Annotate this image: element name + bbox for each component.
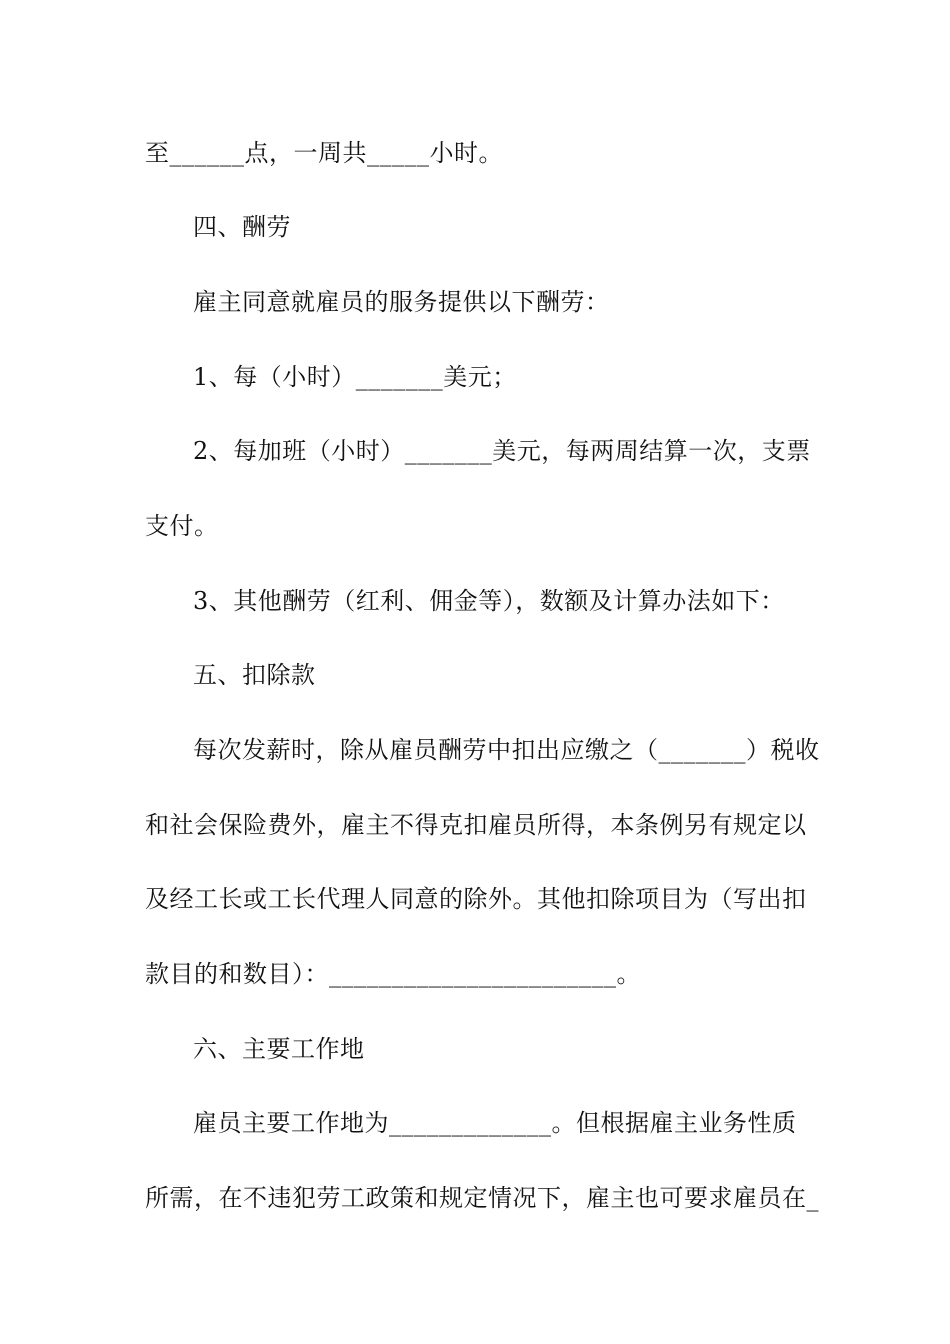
text-line: 至______点，一周共_____小时。 [145,139,503,167]
section-heading: 六、主要工作地 [193,1035,365,1063]
section-heading: 五、扣除款 [193,661,316,689]
text-line: 所需，在不违犯劳工政策和规定情况下，雇主也可要求雇员在_ [145,1184,819,1212]
text-line: 款目的和数目）：_______________________。 [145,960,641,988]
text-line: 和社会保险费外，雇主不得克扣雇员所得，本条例另有规定以 [145,811,807,839]
list-item: 1、每（小时）_______美元； [193,363,517,391]
text-line: 雇员主要工作地为_____________。但根据雇主业务性质 [193,1109,797,1137]
text-line: 支付。 [145,512,219,540]
text-line: 雇主同意就雇员的服务提供以下酬劳： [193,288,610,316]
text-line: 及经工长或工长代理人同意的除外。其他扣除项目为（写出扣 [145,885,807,913]
text-line: 每次发薪时，除从雇员酬劳中扣出应缴之（_______）税收 [193,736,820,764]
list-item: 3、其他酬劳（红利、佣金等），数额及计算办法如下： [193,587,785,615]
list-item: 2、每加班（小时）_______美元，每两周结算一次，支票 [193,437,811,465]
section-heading: 四、酬劳 [193,213,291,241]
